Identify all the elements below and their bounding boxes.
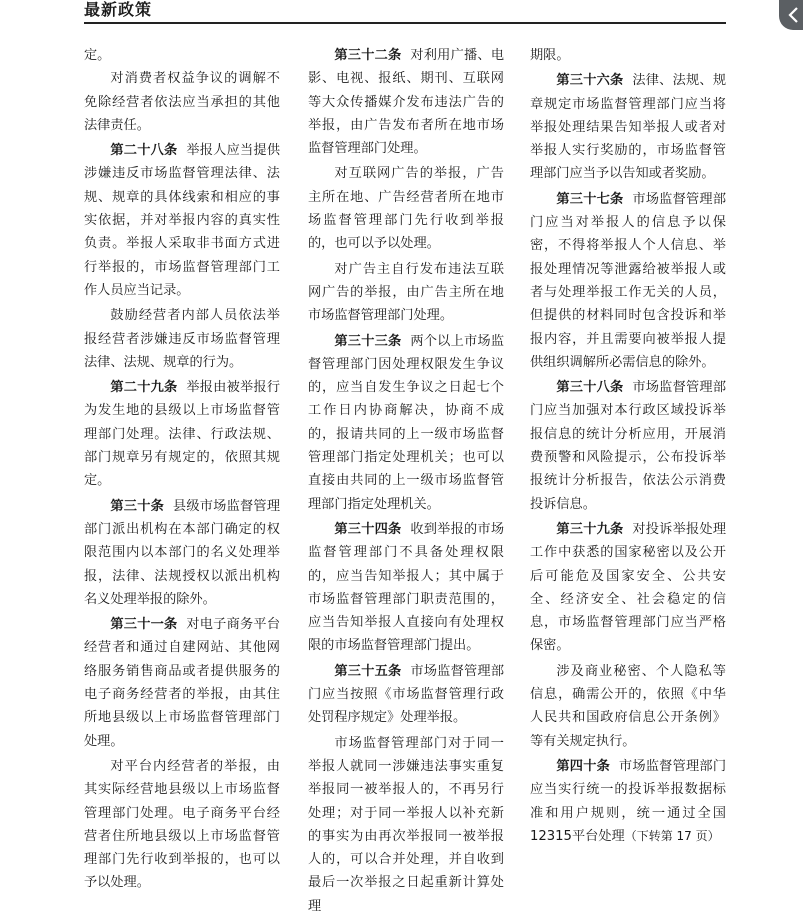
article bbox=[530, 376, 726, 516]
back-tab[interactable] bbox=[779, 0, 803, 30]
article bbox=[308, 660, 504, 730]
article bbox=[84, 613, 280, 753]
article-number: 第三十条 bbox=[110, 498, 165, 514]
paragraph bbox=[308, 258, 504, 328]
article-text: 市场监督管理部门应当实行统一的投诉举报数据标准和用户规则，统一通过全国12315平台处理 bbox=[530, 758, 727, 844]
article-number: 第三十九条 bbox=[556, 521, 624, 537]
article-text: 对利用广播、电影、电视、报纸、期刊、互联网等大众传播媒介发布违法广告的举报，由广告发布者所在地市场监督管理部门处理。 bbox=[308, 48, 505, 157]
article bbox=[84, 139, 280, 302]
paragraph bbox=[530, 660, 726, 753]
article bbox=[84, 376, 280, 492]
article bbox=[84, 495, 280, 611]
paragraph bbox=[530, 44, 726, 67]
article bbox=[308, 44, 504, 160]
article-text: 对电子商务平台经营者和通过自建网站、其他网络服务销售商品或者提供服务的电子商务经营者的举报，由其住所地县级以上市场监督管理部门处理。 bbox=[84, 617, 281, 749]
section-title: 最新政策 bbox=[84, 0, 153, 19]
article-number: 第四十条 bbox=[556, 758, 611, 774]
article-number: 第三十七条 bbox=[556, 191, 624, 207]
paragraph-text: 对广告主自行发布违法互联网广告的举报，由广告主所在地市场监督管理部门处理。 bbox=[308, 261, 504, 324]
article-number: 第三十二条 bbox=[334, 48, 402, 63]
article bbox=[308, 518, 504, 658]
paragraph-text: 期限。 bbox=[530, 48, 570, 63]
article-text: 两个以上市场监督管理部门因处理权限发生争议的，应当自发生争议之日起七个工作日内协商解决，协商不成的，报请共同的上一级市场监督管理部门指定处理机关；也可以直接由共同的上一级市场监督管理部门指定处理机关。 bbox=[308, 333, 505, 512]
article-text: 市场监督管理部门应当按照《市场监督管理行政处罚程序规定》处理举报。 bbox=[308, 663, 505, 726]
article bbox=[530, 188, 726, 374]
chevron-left-icon bbox=[785, 4, 803, 26]
article-number: 第三十六条 bbox=[556, 73, 624, 89]
column-middle bbox=[308, 44, 504, 918]
article-text: 举报由被举报行为发生地的县级以上市场监督管理部门处理。法律、行政法规、部门规章另有规定的，依照其规定。 bbox=[84, 380, 281, 489]
paragraph-text: 市场监督管理部门对于同一举报人就同一涉嫌违法事实重复举报同一被举报人的，不再另行处理；对于同一举报人以补充新的事实为由再次举报同一被举报人的，可以合并处理，并自收到最后一次举报之日起重新计算处理 bbox=[308, 735, 504, 914]
article-number: 第三十五条 bbox=[334, 663, 402, 679]
article bbox=[530, 755, 726, 848]
column-left bbox=[84, 44, 280, 895]
article-text: 市场监督管理部门应当对举报人的信息予以保密，不得将举报人个人信息、举报处理情况等泄露给被举报人或者与处理举报工作无关的人员，但提供的材料同时包含投诉和举报内容，并且需要向被举报人提供组织调解所必需信息的除外。 bbox=[530, 191, 727, 370]
paragraph-text: 鼓励经营者内部人员依法举报经营者涉嫌违反市场监督管理法律、法规、规章的行为。 bbox=[84, 308, 280, 370]
paragraph bbox=[308, 732, 504, 918]
column-right bbox=[530, 44, 726, 848]
article-text: 对投诉举报处理工作中获悉的国家秘密以及公开后可能危及国家安全、公共安全、经济安全、社会稳定的信息，市场监督管理部门应当严格保密。 bbox=[530, 521, 727, 654]
article-number: 第三十三条 bbox=[334, 333, 402, 349]
paragraph bbox=[84, 67, 280, 137]
article-text: 举报人应当提供涉嫌违反市场监督管理法律、法规、规章的具体线索和相应的事实依据，并对举报内容的真实性负责。举报人采取非书面方式进行举报的，市场监督管理部门工作人员应当记录。 bbox=[84, 143, 281, 298]
article-text: 收到举报的市场监督管理部门不具备处理权限的，应当告知举报人；其中属于市场监督管理部门职责范围的，应当告知举报人直接向有处理权限的市场监督管理部门提出。 bbox=[308, 521, 505, 654]
paragraph-text: 定。 bbox=[84, 48, 111, 63]
article-text: 法律、法规、规章规定市场监督管理部门应当将举报处理结果告知举报人或者对举报人实行奖励的，市场监督管理部门应当予以告知或者奖励。 bbox=[530, 73, 727, 182]
paragraph bbox=[308, 162, 504, 255]
article bbox=[308, 330, 504, 516]
paragraph bbox=[84, 755, 280, 895]
article-number: 第三十八条 bbox=[556, 380, 624, 396]
paragraph bbox=[84, 44, 280, 67]
paragraph-text: 涉及商业秘密、个人隐私等信息，确需公开的，依照《中华人民共和国政府信息公开条例》等有关规定执行。 bbox=[530, 663, 726, 749]
article-number: 第三十四条 bbox=[334, 521, 402, 537]
article bbox=[530, 69, 726, 185]
paragraph-text: 对互联网广告的举报，广告主所在地、广告经营者所在地市场监督管理部门先行收到举报的，也可以予以处理。 bbox=[308, 166, 504, 252]
header-rule bbox=[84, 22, 726, 24]
article-text: 市场监督管理部门应当加强对本行政区域投诉举报信息的统计分析应用，开展消费预警和风险提示，公布投诉举报统计分析报告，依法公示消费投诉信息。 bbox=[530, 380, 727, 512]
paragraph-text: 对消费者权益争议的调解不免除经营者依法应当承担的其他法律责任。 bbox=[84, 71, 280, 133]
continuation-note: （下转第 17 页） bbox=[624, 828, 720, 843]
paragraph-text: 对平台内经营者的举报，由其实际经营地县级以上市场监督管理部门处理。电子商务平台经营者住所地县级以上市场监督管理部门先行收到举报的，也可以予以处理。 bbox=[84, 758, 280, 891]
article-number: 第二十八条 bbox=[110, 143, 178, 159]
article-number: 第三十一条 bbox=[110, 617, 178, 633]
article-text: 县级市场监督管理部门派出机构在本部门确定的权限范围内以本部门的名义处理举报，法律、法规授权以派出机构名义处理举报的除外。 bbox=[84, 498, 281, 607]
article bbox=[530, 518, 726, 658]
paragraph bbox=[84, 304, 280, 374]
article-number: 第二十九条 bbox=[110, 380, 178, 396]
